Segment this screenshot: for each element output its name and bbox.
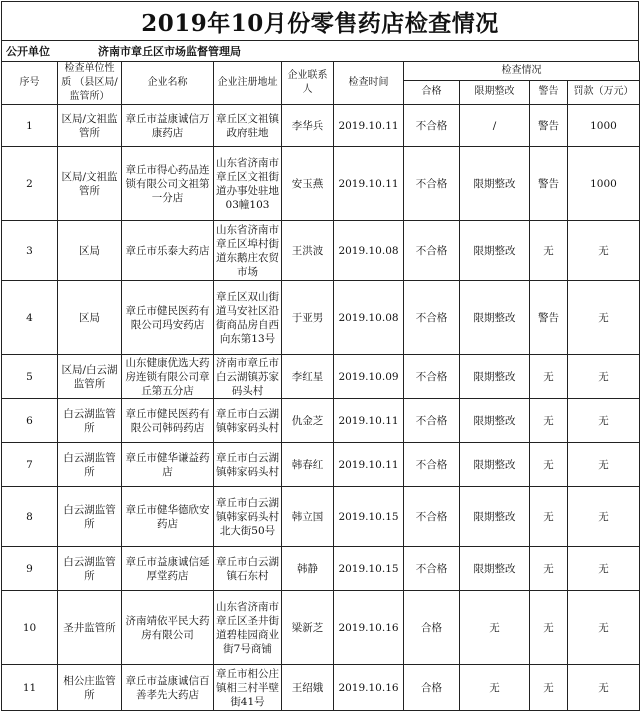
- cell-warning: 无: [530, 355, 568, 399]
- table-row: [2, 487, 640, 547]
- table-row: [2, 147, 640, 221]
- cell-fine: 无: [568, 547, 640, 591]
- cell-contact: 安玉燕: [282, 147, 334, 221]
- cell-address: 章丘市白云湖镇韩家码头村: [214, 443, 282, 487]
- cell-unit: 区局/文祖监管所: [58, 105, 122, 147]
- cell-fine: 1000: [568, 105, 640, 147]
- cell-pass: 不合格: [404, 399, 460, 443]
- cell-time: 2019.10.08: [334, 281, 404, 355]
- cell-warning: 无: [530, 487, 568, 547]
- cell-time: 2019.10.15: [334, 487, 404, 547]
- report-title: 2019年10月份零售药店检查情况: [1, 1, 639, 40]
- cell-contact: 李华兵: [282, 105, 334, 147]
- cell-rectify: 限期整改: [460, 355, 530, 399]
- cell-warning: 无: [530, 221, 568, 281]
- header-time: 检查时间: [334, 62, 404, 105]
- cell-rectify: 无: [460, 665, 530, 711]
- cell-unit: 区局/白云湖监管所: [58, 355, 122, 399]
- cell-unit: 圣井监管所: [58, 591, 122, 665]
- table-body: [2, 105, 640, 711]
- cell-contact: 李红星: [282, 355, 334, 399]
- table-row: [2, 591, 640, 665]
- cell-pass: 不合格: [404, 355, 460, 399]
- cell-warning: 警告: [530, 105, 568, 147]
- publisher-label: 公开单位: [6, 45, 50, 58]
- table-row: [2, 281, 640, 355]
- cell-contact: 韩立国: [282, 487, 334, 547]
- cell-seq: 11: [2, 665, 58, 711]
- table-row: [2, 665, 640, 711]
- cell-fine: 无: [568, 399, 640, 443]
- cell-rectify: 限期整改: [460, 281, 530, 355]
- cell-time: 2019.10.15: [334, 547, 404, 591]
- header-pass: 合格: [404, 80, 460, 104]
- header-fine: 罚款（万元）: [568, 80, 640, 104]
- cell-warning: 警告: [530, 147, 568, 221]
- cell-warning: 无: [530, 591, 568, 665]
- cell-warning: 无: [530, 443, 568, 487]
- cell-address: 章丘市白云湖镇石东村: [214, 547, 282, 591]
- publisher-row: [1, 40, 639, 61]
- cell-seq: 4: [2, 281, 58, 355]
- cell-address: 山东省济南市章丘区文祖街道办事处驻地03幢103: [214, 147, 282, 221]
- cell-warning: 无: [530, 399, 568, 443]
- header-address: 企业注册地址: [214, 62, 282, 105]
- cell-rectify: 限期整改: [460, 443, 530, 487]
- cell-rectify: 限期整改: [460, 399, 530, 443]
- cell-fine: 无: [568, 281, 640, 355]
- cell-contact: 王绍娥: [282, 665, 334, 711]
- cell-contact: 梁新芝: [282, 591, 334, 665]
- cell-address: 章丘市白云湖镇韩家码头村北大街50号: [214, 487, 282, 547]
- cell-warning: 无: [530, 665, 568, 711]
- cell-seq: 8: [2, 487, 58, 547]
- cell-seq: 2: [2, 147, 58, 221]
- cell-seq: 9: [2, 547, 58, 591]
- inspection-table: [1, 61, 640, 711]
- cell-pass: 合格: [404, 591, 460, 665]
- cell-pass: 不合格: [404, 281, 460, 355]
- cell-contact: 仇金芝: [282, 399, 334, 443]
- cell-name: 章丘市健华谦益药店: [122, 443, 214, 487]
- header-name: 企业名称: [122, 62, 214, 105]
- cell-time: 2019.10.11: [334, 147, 404, 221]
- cell-fine: 1000: [568, 147, 640, 221]
- cell-seq: 6: [2, 399, 58, 443]
- cell-address: 山东省济南市章丘区埠村街道东鹅庄农贸市场: [214, 221, 282, 281]
- cell-contact: 韩春红: [282, 443, 334, 487]
- cell-pass: 合格: [404, 665, 460, 711]
- cell-time: 2019.10.16: [334, 591, 404, 665]
- cell-unit: 区局/文祖监管所: [58, 147, 122, 221]
- cell-address: 山东省济南市章丘区圣井街道碧桂园商业街7号商铺: [214, 591, 282, 665]
- cell-name: 章丘市乐泰大药店: [122, 221, 214, 281]
- header-situation: 检查情况: [404, 62, 640, 81]
- cell-time: 2019.10.11: [334, 399, 404, 443]
- cell-name: 济南靖依平民大药房有限公司: [122, 591, 214, 665]
- cell-unit: 白云湖监管所: [58, 399, 122, 443]
- cell-rectify: 限期整改: [460, 147, 530, 221]
- cell-pass: 不合格: [404, 487, 460, 547]
- cell-fine: 无: [568, 487, 640, 547]
- cell-contact: 于亚男: [282, 281, 334, 355]
- inspection-report-sheet: [1, 1, 639, 710]
- publisher-value: 济南市章丘区市场监督管理局: [98, 45, 241, 58]
- cell-unit: 相公庄监管所: [58, 665, 122, 711]
- cell-name: 章丘市健民医药有限公司玛安药店: [122, 281, 214, 355]
- cell-pass: 不合格: [404, 221, 460, 281]
- cell-unit: 白云湖监管所: [58, 487, 122, 547]
- cell-address: 章丘区双山街道马安社区沿街商品房自西向东第13号: [214, 281, 282, 355]
- cell-fine: 无: [568, 355, 640, 399]
- cell-seq: 3: [2, 221, 58, 281]
- cell-rectify: 限期整改: [460, 487, 530, 547]
- cell-name: 章丘市益康诚信延厚堂药店: [122, 547, 214, 591]
- cell-unit: 白云湖监管所: [58, 443, 122, 487]
- cell-name: 章丘市健华德欣安药店: [122, 487, 214, 547]
- table-row: [2, 547, 640, 591]
- cell-fine: 无: [568, 443, 640, 487]
- cell-address: 章丘市相公庄镇相三村半壁街41号: [214, 665, 282, 711]
- cell-rectify: 无: [460, 591, 530, 665]
- cell-seq: 1: [2, 105, 58, 147]
- cell-name: 章丘市益康诚信百善孝先大药店: [122, 665, 214, 711]
- cell-fine: 无: [568, 665, 640, 711]
- cell-pass: 不合格: [404, 443, 460, 487]
- cell-name: 章丘市健民医药有限公司韩码药店: [122, 399, 214, 443]
- cell-pass: 不合格: [404, 105, 460, 147]
- cell-time: 2019.10.11: [334, 105, 404, 147]
- cell-unit: 区局: [58, 221, 122, 281]
- header-seq: 序号: [2, 62, 58, 105]
- cell-pass: 不合格: [404, 547, 460, 591]
- cell-warning: 警告: [530, 281, 568, 355]
- cell-name: 山东健康优选大药房连锁有限公司章丘第五分店: [122, 355, 214, 399]
- cell-time: 2019.10.09: [334, 355, 404, 399]
- cell-unit: 白云湖监管所: [58, 547, 122, 591]
- table-row: [2, 399, 640, 443]
- cell-contact: 韩静: [282, 547, 334, 591]
- cell-seq: 5: [2, 355, 58, 399]
- cell-contact: 王洪波: [282, 221, 334, 281]
- table-row: [2, 443, 640, 487]
- header-contact: 企业联系人: [282, 62, 334, 105]
- cell-address: 章丘市白云湖镇韩家码头村: [214, 399, 282, 443]
- cell-seq: 10: [2, 591, 58, 665]
- cell-fine: 无: [568, 221, 640, 281]
- cell-unit: 区局: [58, 281, 122, 355]
- cell-rectify: 限期整改: [460, 547, 530, 591]
- cell-seq: 7: [2, 443, 58, 487]
- cell-warning: 无: [530, 547, 568, 591]
- cell-pass: 不合格: [404, 147, 460, 221]
- cell-rectify: /: [460, 105, 530, 147]
- table-row: [2, 355, 640, 399]
- cell-rectify: 限期整改: [460, 221, 530, 281]
- cell-time: 2019.10.11: [334, 443, 404, 487]
- header-warning: 警告: [530, 80, 568, 104]
- header-rectify: 限期整改: [460, 80, 530, 104]
- header-row-1: [2, 62, 640, 81]
- cell-time: 2019.10.16: [334, 665, 404, 711]
- cell-time: 2019.10.08: [334, 221, 404, 281]
- table-row: [2, 105, 640, 147]
- header-unit: 检查单位性质 （县区局/监管所）: [58, 62, 122, 105]
- cell-address: 章丘区文祖镇政府驻地: [214, 105, 282, 147]
- cell-fine: 无: [568, 591, 640, 665]
- cell-address: 济南市章丘市白云湖镇苏家码头村: [214, 355, 282, 399]
- cell-name: 章丘市益康诚信万康药店: [122, 105, 214, 147]
- table-row: [2, 221, 640, 281]
- cell-name: 章丘市得心药品连锁有限公司文祖第一分店: [122, 147, 214, 221]
